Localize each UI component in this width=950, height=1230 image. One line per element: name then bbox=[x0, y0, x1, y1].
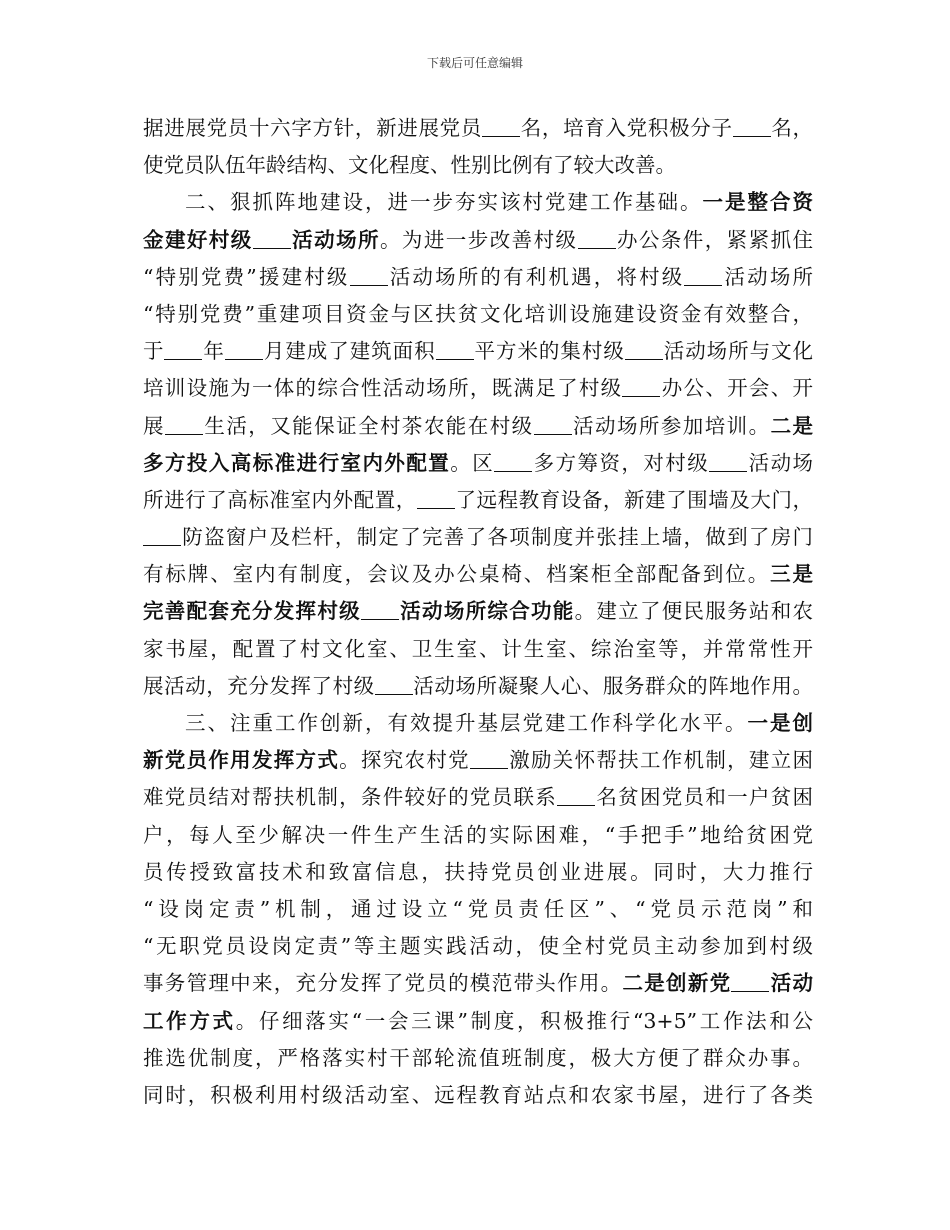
text-line bbox=[143, 1040, 813, 1077]
fill-in-blank bbox=[164, 341, 202, 360]
text-run: 月建成了建筑面积 bbox=[262, 339, 436, 364]
text-line bbox=[143, 928, 813, 965]
text-line bbox=[143, 631, 813, 668]
text-run: 培训设施为一体的综合性活动场所，既满足了村级 bbox=[143, 376, 623, 401]
bold-text-run: 多方投入高标准进行室内外配置 bbox=[143, 450, 451, 475]
text-run: “特别党费”援建村级 bbox=[143, 264, 350, 289]
bold-text-run: 二是 bbox=[770, 413, 814, 438]
bold-text-run: 完善配套充分发挥村级 bbox=[143, 599, 361, 624]
text-run: 展 bbox=[143, 413, 165, 438]
text-line bbox=[143, 482, 813, 519]
text-run: 活动场所的有利机遇，将村级 bbox=[387, 264, 685, 289]
text-run: 三、注重工作创新，有效提升基层党建工作科学化水平。 bbox=[185, 711, 748, 735]
text-line bbox=[143, 184, 813, 221]
text-line bbox=[143, 222, 813, 259]
text-run: 活动场 bbox=[747, 450, 814, 475]
text-line bbox=[143, 593, 813, 630]
text-run: 。区 bbox=[450, 450, 495, 475]
fill-in-blank bbox=[350, 266, 388, 285]
fill-in-blank bbox=[482, 118, 520, 137]
fill-in-blank bbox=[417, 489, 455, 508]
text-run: 激励关怀帮扶工作机制，建立困 bbox=[507, 748, 814, 773]
text-run: 生活，又能保证全村茶农能在村级 bbox=[202, 413, 534, 438]
fill-in-blank bbox=[165, 415, 203, 434]
bold-text-run: 金建好村级 bbox=[143, 227, 253, 252]
text-run: 二、狠抓阵地建设，进一步夯实该村党建工作基础。 bbox=[185, 190, 703, 215]
text-run: 办公、开会、开 bbox=[660, 376, 814, 401]
text-run: 事务管理中来，充分发挥了党员的模范带头作用。 bbox=[143, 971, 623, 996]
bold-text-run: 工作方式 bbox=[143, 1008, 236, 1033]
text-run: 活动场所参加培训。 bbox=[571, 413, 771, 438]
bold-text-run: 一是整合资 bbox=[702, 190, 813, 215]
text-line bbox=[143, 333, 813, 370]
bold-text-run: 活动 bbox=[769, 971, 814, 996]
text-run: “特别党费”重建项目资金与区扶贫文化培训设施建设资金有效整合， bbox=[143, 301, 813, 326]
fill-in-blank bbox=[143, 527, 181, 546]
text-run: 难党员结对帮扶机制，条件较好的党员联系 bbox=[143, 785, 558, 810]
document-body bbox=[143, 110, 813, 1114]
text-run: 。仔细落实“一会三课”制度，积极推行“3+5”工作法和公 bbox=[235, 1008, 814, 1033]
fill-in-blank bbox=[494, 452, 532, 471]
text-run: 员传授致富技术和致富信息，扶持党员创业进展。同时，大力推行 bbox=[143, 859, 813, 884]
text-line bbox=[143, 668, 813, 705]
text-line bbox=[143, 779, 813, 816]
text-line bbox=[143, 408, 813, 445]
text-run: 平方米的集村级 bbox=[473, 339, 625, 364]
text-line bbox=[143, 742, 813, 779]
text-run: 家书屋，配置了村文化室、卫生室、计生室、综治室等，并常常性开 bbox=[143, 636, 813, 661]
text-run: 活动场所与文化 bbox=[662, 339, 814, 364]
page-header: 下载后可任意编辑 bbox=[426, 56, 523, 70]
text-line bbox=[143, 556, 813, 593]
fill-in-blank bbox=[470, 750, 508, 769]
text-line bbox=[143, 110, 813, 147]
text-line bbox=[143, 854, 813, 891]
text-run: “设岗定责”机制，通过设立“党员责任区”、“党员示范岗”和 bbox=[143, 896, 813, 921]
bold-text-run: 活动场所 bbox=[290, 227, 380, 252]
text-run: 据进展党员十六字方针，新进展党员 bbox=[143, 116, 483, 140]
fill-in-blank bbox=[731, 973, 769, 992]
text-run: 。建立了便民服务站和农 bbox=[574, 599, 814, 624]
text-run: 推选优制度，严格落实村干部轮流值班制度，极大方便了群众办事。 bbox=[143, 1045, 813, 1070]
fill-in-blank bbox=[375, 675, 413, 694]
text-line bbox=[143, 965, 813, 1002]
fill-in-blank bbox=[361, 601, 399, 620]
text-run: 年 bbox=[202, 339, 225, 364]
fill-in-blank bbox=[534, 415, 572, 434]
text-run: 户，每人至少解决一件生产生活的实际困难，“手把手”地给贫困党 bbox=[143, 822, 813, 847]
text-line bbox=[143, 259, 813, 296]
text-run: 名贫困党员和一户贫困 bbox=[595, 785, 814, 810]
text-run: 展活动，充分发挥了村级 bbox=[143, 673, 375, 698]
fill-in-blank bbox=[733, 118, 771, 137]
text-run: 名，培育入党积极分子 bbox=[520, 116, 733, 140]
fill-in-blank bbox=[625, 341, 663, 360]
bold-text-run: 三是 bbox=[770, 562, 814, 587]
text-line bbox=[143, 1077, 813, 1114]
fill-in-blank bbox=[709, 452, 747, 471]
bold-text-run: 新党员作用发挥方式 bbox=[143, 748, 340, 773]
text-run: 活动场所 bbox=[722, 264, 814, 289]
text-run: 防盗窗户及栏杆，制定了完善了各项制度并张挂上墙，做到了房门 bbox=[181, 525, 813, 550]
text-line bbox=[143, 370, 813, 407]
text-line bbox=[143, 445, 813, 482]
bold-text-run: 二是创新党 bbox=[622, 971, 732, 996]
text-run: 办公条件，紧紧抓住 bbox=[615, 227, 814, 252]
text-run: “无职党员设岗定责”等主题实践活动，使全村党员主动参加到村级 bbox=[143, 934, 813, 959]
fill-in-blank bbox=[557, 787, 595, 806]
fill-in-blank bbox=[253, 229, 291, 248]
text-run: 活动场所凝聚人心、服务群众的阵地作用。 bbox=[412, 673, 813, 698]
fill-in-blank bbox=[225, 341, 263, 360]
text-run: 。探究农村党 bbox=[339, 748, 470, 773]
fill-in-blank bbox=[684, 266, 722, 285]
text-run: 有标牌、室内有制度，会议及办公桌椅、档案柜全部配备到位。 bbox=[143, 562, 771, 587]
text-line bbox=[143, 817, 813, 854]
fill-in-blank bbox=[622, 378, 660, 397]
text-run: 。为进一步改善村级 bbox=[379, 227, 578, 252]
text-line bbox=[143, 705, 813, 742]
bold-text-run: 活动场所综合功能 bbox=[398, 599, 575, 624]
text-line bbox=[143, 1003, 813, 1040]
text-run: 多方筹资，对村级 bbox=[532, 450, 710, 475]
text-line bbox=[143, 147, 813, 184]
text-run: 同时，积极利用村级活动室、远程教育站点和农家书屋，进行了各类 bbox=[143, 1082, 813, 1107]
text-run: 了远程教育设备，新建了围墙及大门， bbox=[454, 487, 814, 512]
bold-text-run: 一是创 bbox=[747, 711, 813, 735]
text-run: 所进行了高标准室内外配置， bbox=[143, 487, 417, 512]
text-line bbox=[143, 519, 813, 556]
fill-in-blank bbox=[578, 229, 616, 248]
fill-in-blank bbox=[436, 341, 474, 360]
text-line bbox=[143, 891, 813, 928]
text-run: 于 bbox=[143, 339, 165, 364]
text-run: 使党员队伍年龄结构、文化程度、性别比例有了较大改善。 bbox=[143, 153, 676, 178]
text-line bbox=[143, 296, 813, 333]
text-run: 名， bbox=[770, 116, 814, 140]
